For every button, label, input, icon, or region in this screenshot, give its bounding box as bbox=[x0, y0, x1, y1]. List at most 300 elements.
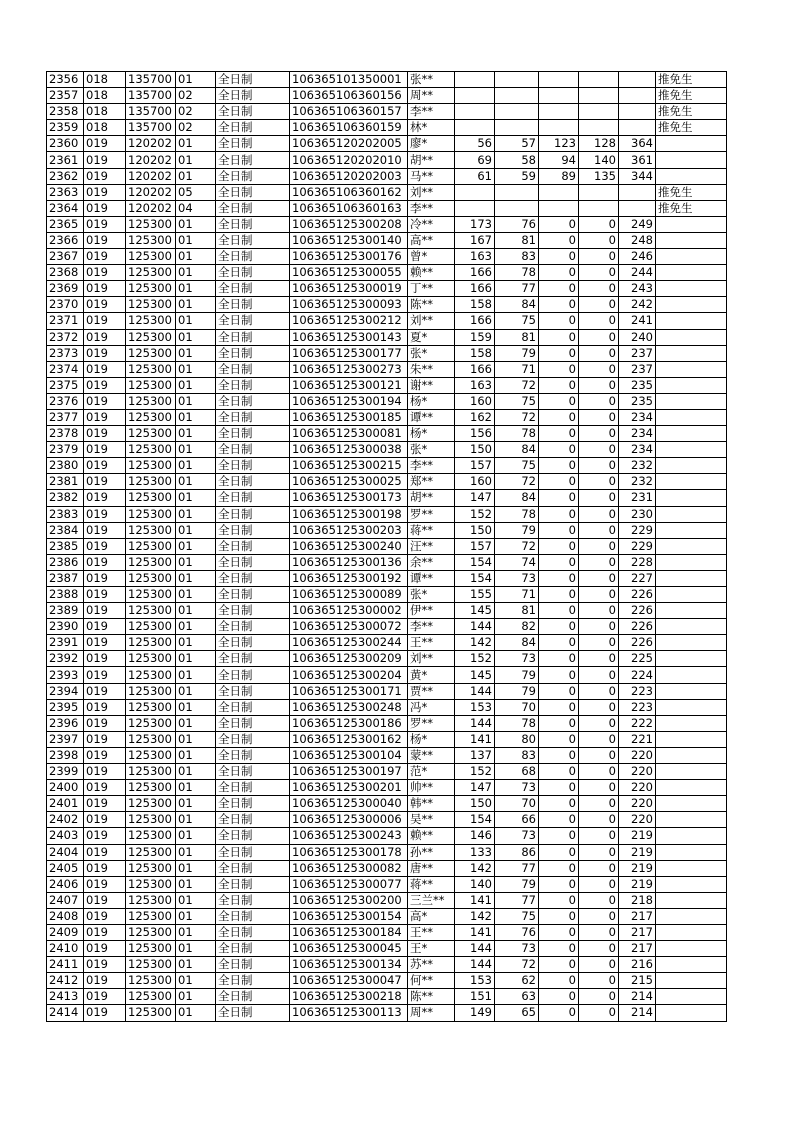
major-code-cell: 125300 bbox=[126, 844, 176, 860]
total-score-cell: 232 bbox=[619, 474, 656, 490]
study-mode-cell: 全日制 bbox=[216, 651, 290, 667]
remark-cell bbox=[656, 1005, 727, 1021]
english-score-cell: 81 bbox=[495, 603, 539, 619]
politics-score-cell: 133 bbox=[455, 844, 495, 860]
subject1-score-cell: 0 bbox=[539, 780, 579, 796]
subject2-score-cell: 135 bbox=[579, 168, 619, 184]
score-table bbox=[46, 71, 727, 1022]
remark-cell bbox=[656, 377, 727, 393]
politics-score-cell: 154 bbox=[455, 812, 495, 828]
remark-cell bbox=[656, 232, 727, 248]
politics-score-cell bbox=[455, 104, 495, 120]
english-score-cell: 73 bbox=[495, 828, 539, 844]
table-row bbox=[47, 442, 727, 458]
study-mode-cell: 全日制 bbox=[216, 989, 290, 1005]
total-score-cell: 220 bbox=[619, 812, 656, 828]
name-cell: 蒋** bbox=[408, 522, 455, 538]
college-code-cell: 019 bbox=[84, 136, 126, 152]
exam-id-cell: 106365125300093 bbox=[290, 297, 408, 313]
name-cell: 郑** bbox=[408, 474, 455, 490]
study-mode-cell: 全日制 bbox=[216, 104, 290, 120]
direction-code-cell: 01 bbox=[176, 377, 216, 393]
exam-id-cell: 106365106360162 bbox=[290, 184, 408, 200]
college-code-cell: 019 bbox=[84, 361, 126, 377]
exam-id-cell: 106365125300055 bbox=[290, 265, 408, 281]
row-number-cell: 2356 bbox=[47, 72, 84, 88]
study-mode-cell: 全日制 bbox=[216, 474, 290, 490]
english-score-cell: 59 bbox=[495, 168, 539, 184]
subject2-score-cell: 0 bbox=[579, 345, 619, 361]
study-mode-cell: 全日制 bbox=[216, 361, 290, 377]
table-row bbox=[47, 120, 727, 136]
college-code-cell: 019 bbox=[84, 957, 126, 973]
politics-score-cell: 141 bbox=[455, 892, 495, 908]
college-code-cell: 019 bbox=[84, 715, 126, 731]
politics-score-cell: 157 bbox=[455, 458, 495, 474]
table-row bbox=[47, 554, 727, 570]
table-row bbox=[47, 844, 727, 860]
exam-id-cell: 106365125300154 bbox=[290, 908, 408, 924]
college-code-cell: 019 bbox=[84, 764, 126, 780]
college-code-cell: 019 bbox=[84, 216, 126, 232]
name-cell: 胡** bbox=[408, 152, 455, 168]
total-score-cell: 244 bbox=[619, 265, 656, 281]
remark-cell bbox=[656, 828, 727, 844]
politics-score-cell: 146 bbox=[455, 828, 495, 844]
college-code-cell: 019 bbox=[84, 168, 126, 184]
table-row bbox=[47, 828, 727, 844]
major-code-cell: 125300 bbox=[126, 361, 176, 377]
subject1-score-cell: 0 bbox=[539, 409, 579, 425]
politics-score-cell: 141 bbox=[455, 924, 495, 940]
remark-cell bbox=[656, 908, 727, 924]
exam-id-cell: 106365125300104 bbox=[290, 747, 408, 763]
college-code-cell: 019 bbox=[84, 426, 126, 442]
politics-score-cell: 160 bbox=[455, 474, 495, 490]
remark-cell bbox=[656, 924, 727, 940]
english-score-cell: 82 bbox=[495, 619, 539, 635]
major-code-cell: 125300 bbox=[126, 796, 176, 812]
subject1-score-cell: 0 bbox=[539, 683, 579, 699]
table-row bbox=[47, 715, 727, 731]
subject1-score-cell: 0 bbox=[539, 941, 579, 957]
subject1-score-cell: 0 bbox=[539, 458, 579, 474]
study-mode-cell: 全日制 bbox=[216, 796, 290, 812]
exam-id-cell: 106365125300244 bbox=[290, 635, 408, 651]
exam-id-cell: 106365125300082 bbox=[290, 860, 408, 876]
english-score-cell: 73 bbox=[495, 941, 539, 957]
major-code-cell: 125300 bbox=[126, 249, 176, 265]
name-cell: 张* bbox=[408, 345, 455, 361]
major-code-cell: 125300 bbox=[126, 908, 176, 924]
direction-code-cell: 01 bbox=[176, 168, 216, 184]
table-row bbox=[47, 731, 727, 747]
politics-score-cell: 144 bbox=[455, 683, 495, 699]
study-mode-cell: 全日制 bbox=[216, 860, 290, 876]
remark-cell bbox=[656, 249, 727, 265]
subject2-score-cell: 0 bbox=[579, 538, 619, 554]
politics-score-cell: 56 bbox=[455, 136, 495, 152]
total-score-cell: 248 bbox=[619, 232, 656, 248]
exam-id-cell: 106365125300248 bbox=[290, 699, 408, 715]
row-number-cell: 2373 bbox=[47, 345, 84, 361]
college-code-cell: 019 bbox=[84, 619, 126, 635]
direction-code-cell: 01 bbox=[176, 1005, 216, 1021]
total-score-cell: 222 bbox=[619, 715, 656, 731]
direction-code-cell: 01 bbox=[176, 265, 216, 281]
name-cell: 范* bbox=[408, 764, 455, 780]
table-row bbox=[47, 474, 727, 490]
exam-id-cell: 106365125300208 bbox=[290, 216, 408, 232]
total-score-cell: 246 bbox=[619, 249, 656, 265]
row-number-cell: 2375 bbox=[47, 377, 84, 393]
major-code-cell: 125300 bbox=[126, 554, 176, 570]
name-cell: 李** bbox=[408, 104, 455, 120]
direction-code-cell: 01 bbox=[176, 860, 216, 876]
row-number-cell: 2382 bbox=[47, 490, 84, 506]
direction-code-cell: 01 bbox=[176, 635, 216, 651]
table-row bbox=[47, 184, 727, 200]
exam-id-cell: 106365125300121 bbox=[290, 377, 408, 393]
exam-id-cell: 106365125300197 bbox=[290, 764, 408, 780]
total-score-cell bbox=[619, 104, 656, 120]
table-row bbox=[47, 635, 727, 651]
major-code-cell: 125300 bbox=[126, 973, 176, 989]
remark-cell bbox=[656, 892, 727, 908]
table-row bbox=[47, 281, 727, 297]
study-mode-cell: 全日制 bbox=[216, 828, 290, 844]
study-mode-cell: 全日制 bbox=[216, 152, 290, 168]
subject1-score-cell: 0 bbox=[539, 345, 579, 361]
name-cell: 吴** bbox=[408, 812, 455, 828]
major-code-cell: 125300 bbox=[126, 699, 176, 715]
exam-id-cell: 106365125300200 bbox=[290, 892, 408, 908]
politics-score-cell bbox=[455, 88, 495, 104]
college-code-cell: 019 bbox=[84, 152, 126, 168]
direction-code-cell: 01 bbox=[176, 667, 216, 683]
college-code-cell: 019 bbox=[84, 989, 126, 1005]
study-mode-cell: 全日制 bbox=[216, 442, 290, 458]
college-code-cell: 019 bbox=[84, 265, 126, 281]
total-score-cell: 220 bbox=[619, 764, 656, 780]
direction-code-cell: 01 bbox=[176, 426, 216, 442]
study-mode-cell: 全日制 bbox=[216, 876, 290, 892]
subject2-score-cell: 0 bbox=[579, 313, 619, 329]
name-cell: 李** bbox=[408, 619, 455, 635]
study-mode-cell: 全日制 bbox=[216, 490, 290, 506]
row-number-cell: 2362 bbox=[47, 168, 84, 184]
subject2-score-cell: 0 bbox=[579, 490, 619, 506]
subject2-score-cell: 0 bbox=[579, 747, 619, 763]
total-score-cell: 217 bbox=[619, 908, 656, 924]
direction-code-cell: 01 bbox=[176, 506, 216, 522]
study-mode-cell: 全日制 bbox=[216, 844, 290, 860]
total-score-cell bbox=[619, 200, 656, 216]
direction-code-cell: 01 bbox=[176, 747, 216, 763]
table-row bbox=[47, 297, 727, 313]
english-score-cell: 78 bbox=[495, 426, 539, 442]
total-score-cell: 234 bbox=[619, 409, 656, 425]
table-row bbox=[47, 989, 727, 1005]
name-cell: 罗** bbox=[408, 715, 455, 731]
english-score-cell: 75 bbox=[495, 908, 539, 924]
direction-code-cell: 01 bbox=[176, 442, 216, 458]
table-row bbox=[47, 200, 727, 216]
name-cell: 黄* bbox=[408, 667, 455, 683]
remark-cell bbox=[656, 554, 727, 570]
subject1-score-cell: 0 bbox=[539, 474, 579, 490]
subject1-score-cell: 0 bbox=[539, 619, 579, 635]
study-mode-cell: 全日制 bbox=[216, 120, 290, 136]
total-score-cell bbox=[619, 184, 656, 200]
study-mode-cell: 全日制 bbox=[216, 667, 290, 683]
direction-code-cell: 01 bbox=[176, 844, 216, 860]
english-score-cell: 84 bbox=[495, 442, 539, 458]
politics-score-cell: 147 bbox=[455, 780, 495, 796]
exam-id-cell: 106365125300113 bbox=[290, 1005, 408, 1021]
major-code-cell: 120202 bbox=[126, 200, 176, 216]
table-row bbox=[47, 796, 727, 812]
major-code-cell: 120202 bbox=[126, 168, 176, 184]
politics-score-cell: 166 bbox=[455, 265, 495, 281]
direction-code-cell: 01 bbox=[176, 297, 216, 313]
subject2-score-cell: 0 bbox=[579, 361, 619, 377]
row-number-cell: 2397 bbox=[47, 731, 84, 747]
exam-id-cell: 106365125300143 bbox=[290, 329, 408, 345]
remark-cell bbox=[656, 731, 727, 747]
row-number-cell: 2401 bbox=[47, 796, 84, 812]
total-score-cell: 229 bbox=[619, 522, 656, 538]
total-score-cell: 215 bbox=[619, 973, 656, 989]
study-mode-cell: 全日制 bbox=[216, 683, 290, 699]
exam-id-cell: 106365125300038 bbox=[290, 442, 408, 458]
name-cell: 刘** bbox=[408, 313, 455, 329]
total-score-cell: 344 bbox=[619, 168, 656, 184]
total-score-cell: 219 bbox=[619, 828, 656, 844]
exam-id-cell: 106365125300171 bbox=[290, 683, 408, 699]
college-code-cell: 019 bbox=[84, 603, 126, 619]
remark-cell bbox=[656, 699, 727, 715]
name-cell: 高** bbox=[408, 232, 455, 248]
exam-id-cell: 106365125300045 bbox=[290, 941, 408, 957]
major-code-cell: 125300 bbox=[126, 667, 176, 683]
college-code-cell: 019 bbox=[84, 554, 126, 570]
subject2-score-cell: 0 bbox=[579, 828, 619, 844]
subject1-score-cell: 0 bbox=[539, 989, 579, 1005]
total-score-cell: 227 bbox=[619, 570, 656, 586]
remark-cell bbox=[656, 860, 727, 876]
politics-score-cell: 154 bbox=[455, 554, 495, 570]
exam-id-cell: 106365125300047 bbox=[290, 973, 408, 989]
politics-score-cell bbox=[455, 120, 495, 136]
remark-cell bbox=[656, 538, 727, 554]
exam-id-cell: 106365125300185 bbox=[290, 409, 408, 425]
english-score-cell bbox=[495, 184, 539, 200]
english-score-cell: 79 bbox=[495, 345, 539, 361]
row-number-cell: 2370 bbox=[47, 297, 84, 313]
name-cell: 周** bbox=[408, 1005, 455, 1021]
remark-cell: 推免生 bbox=[656, 104, 727, 120]
english-score-cell: 72 bbox=[495, 538, 539, 554]
remark-cell bbox=[656, 683, 727, 699]
row-number-cell: 2389 bbox=[47, 603, 84, 619]
remark-cell bbox=[656, 281, 727, 297]
table-row bbox=[47, 426, 727, 442]
study-mode-cell: 全日制 bbox=[216, 731, 290, 747]
row-number-cell: 2384 bbox=[47, 522, 84, 538]
subject2-score-cell bbox=[579, 88, 619, 104]
subject2-score-cell: 0 bbox=[579, 216, 619, 232]
row-number-cell: 2405 bbox=[47, 860, 84, 876]
subject2-score-cell: 0 bbox=[579, 554, 619, 570]
name-cell: 丁** bbox=[408, 281, 455, 297]
politics-score-cell: 140 bbox=[455, 876, 495, 892]
subject2-score-cell: 0 bbox=[579, 796, 619, 812]
direction-code-cell: 01 bbox=[176, 345, 216, 361]
subject1-score-cell: 0 bbox=[539, 828, 579, 844]
name-cell: 赖** bbox=[408, 828, 455, 844]
subject2-score-cell: 0 bbox=[579, 474, 619, 490]
politics-score-cell: 150 bbox=[455, 442, 495, 458]
subject1-score-cell: 0 bbox=[539, 699, 579, 715]
major-code-cell: 120202 bbox=[126, 152, 176, 168]
exam-id-cell: 106365101350001 bbox=[290, 72, 408, 88]
row-number-cell: 2365 bbox=[47, 216, 84, 232]
exam-id-cell: 106365125300240 bbox=[290, 538, 408, 554]
subject1-score-cell bbox=[539, 184, 579, 200]
table-row bbox=[47, 603, 727, 619]
subject1-score-cell: 0 bbox=[539, 442, 579, 458]
english-score-cell: 76 bbox=[495, 924, 539, 940]
subject2-score-cell bbox=[579, 104, 619, 120]
total-score-cell: 219 bbox=[619, 876, 656, 892]
total-score-cell bbox=[619, 88, 656, 104]
direction-code-cell: 01 bbox=[176, 892, 216, 908]
study-mode-cell: 全日制 bbox=[216, 88, 290, 104]
english-score-cell bbox=[495, 120, 539, 136]
remark-cell bbox=[656, 458, 727, 474]
name-cell: 夏* bbox=[408, 329, 455, 345]
english-score-cell: 84 bbox=[495, 635, 539, 651]
exam-id-cell: 106365125300173 bbox=[290, 490, 408, 506]
subject2-score-cell: 0 bbox=[579, 458, 619, 474]
major-code-cell: 125300 bbox=[126, 522, 176, 538]
college-code-cell: 019 bbox=[84, 699, 126, 715]
total-score-cell: 221 bbox=[619, 731, 656, 747]
table-row bbox=[47, 764, 727, 780]
remark-cell bbox=[656, 216, 727, 232]
politics-score-cell: 150 bbox=[455, 796, 495, 812]
remark-cell bbox=[656, 442, 727, 458]
direction-code-cell: 01 bbox=[176, 72, 216, 88]
college-code-cell: 019 bbox=[84, 876, 126, 892]
remark-cell bbox=[656, 361, 727, 377]
total-score-cell: 220 bbox=[619, 747, 656, 763]
college-code-cell: 019 bbox=[84, 683, 126, 699]
direction-code-cell: 01 bbox=[176, 989, 216, 1005]
study-mode-cell: 全日制 bbox=[216, 538, 290, 554]
name-cell: 王* bbox=[408, 941, 455, 957]
politics-score-cell: 152 bbox=[455, 651, 495, 667]
table-row bbox=[47, 619, 727, 635]
table-row bbox=[47, 538, 727, 554]
table-row bbox=[47, 876, 727, 892]
row-number-cell: 2399 bbox=[47, 764, 84, 780]
remark-cell bbox=[656, 764, 727, 780]
major-code-cell: 125300 bbox=[126, 313, 176, 329]
politics-score-cell: 160 bbox=[455, 393, 495, 409]
subject1-score-cell: 0 bbox=[539, 812, 579, 828]
table-row bbox=[47, 168, 727, 184]
row-number-cell: 2396 bbox=[47, 715, 84, 731]
exam-id-cell: 106365125300184 bbox=[290, 924, 408, 940]
college-code-cell: 019 bbox=[84, 345, 126, 361]
name-cell: 高* bbox=[408, 908, 455, 924]
direction-code-cell: 01 bbox=[176, 329, 216, 345]
subject2-score-cell: 0 bbox=[579, 635, 619, 651]
subject2-score-cell: 0 bbox=[579, 570, 619, 586]
subject1-score-cell: 0 bbox=[539, 377, 579, 393]
subject2-score-cell: 0 bbox=[579, 281, 619, 297]
subject2-score-cell bbox=[579, 184, 619, 200]
row-number-cell: 2379 bbox=[47, 442, 84, 458]
name-cell: 胡** bbox=[408, 490, 455, 506]
study-mode-cell: 全日制 bbox=[216, 458, 290, 474]
exam-id-cell: 106365125300089 bbox=[290, 587, 408, 603]
table-row bbox=[47, 88, 727, 104]
direction-code-cell: 01 bbox=[176, 941, 216, 957]
subject1-score-cell: 0 bbox=[539, 249, 579, 265]
english-score-cell: 81 bbox=[495, 232, 539, 248]
subject2-score-cell: 0 bbox=[579, 876, 619, 892]
subject2-score-cell: 0 bbox=[579, 329, 619, 345]
college-code-cell: 019 bbox=[84, 812, 126, 828]
study-mode-cell: 全日制 bbox=[216, 619, 290, 635]
direction-code-cell: 01 bbox=[176, 812, 216, 828]
subject1-score-cell: 0 bbox=[539, 216, 579, 232]
subject1-score-cell: 0 bbox=[539, 361, 579, 377]
college-code-cell: 019 bbox=[84, 313, 126, 329]
name-cell: 陈** bbox=[408, 989, 455, 1005]
english-score-cell: 84 bbox=[495, 490, 539, 506]
direction-code-cell: 02 bbox=[176, 104, 216, 120]
row-number-cell: 2400 bbox=[47, 780, 84, 796]
table-row bbox=[47, 860, 727, 876]
politics-score-cell: 166 bbox=[455, 361, 495, 377]
college-code-cell: 019 bbox=[84, 941, 126, 957]
college-code-cell: 019 bbox=[84, 796, 126, 812]
major-code-cell: 125300 bbox=[126, 232, 176, 248]
row-number-cell: 2364 bbox=[47, 200, 84, 216]
direction-code-cell: 01 bbox=[176, 731, 216, 747]
remark-cell bbox=[656, 522, 727, 538]
direction-code-cell: 01 bbox=[176, 393, 216, 409]
exam-id-cell: 106365125300002 bbox=[290, 603, 408, 619]
politics-score-cell: 147 bbox=[455, 490, 495, 506]
name-cell: 王** bbox=[408, 635, 455, 651]
subject1-score-cell: 0 bbox=[539, 635, 579, 651]
study-mode-cell: 全日制 bbox=[216, 377, 290, 393]
college-code-cell: 019 bbox=[84, 860, 126, 876]
table-row bbox=[47, 780, 727, 796]
subject1-score-cell: 0 bbox=[539, 715, 579, 731]
major-code-cell: 125300 bbox=[126, 377, 176, 393]
college-code-cell: 019 bbox=[84, 587, 126, 603]
subject2-score-cell: 0 bbox=[579, 780, 619, 796]
subject2-score-cell: 0 bbox=[579, 941, 619, 957]
english-score-cell: 78 bbox=[495, 506, 539, 522]
study-mode-cell: 全日制 bbox=[216, 393, 290, 409]
